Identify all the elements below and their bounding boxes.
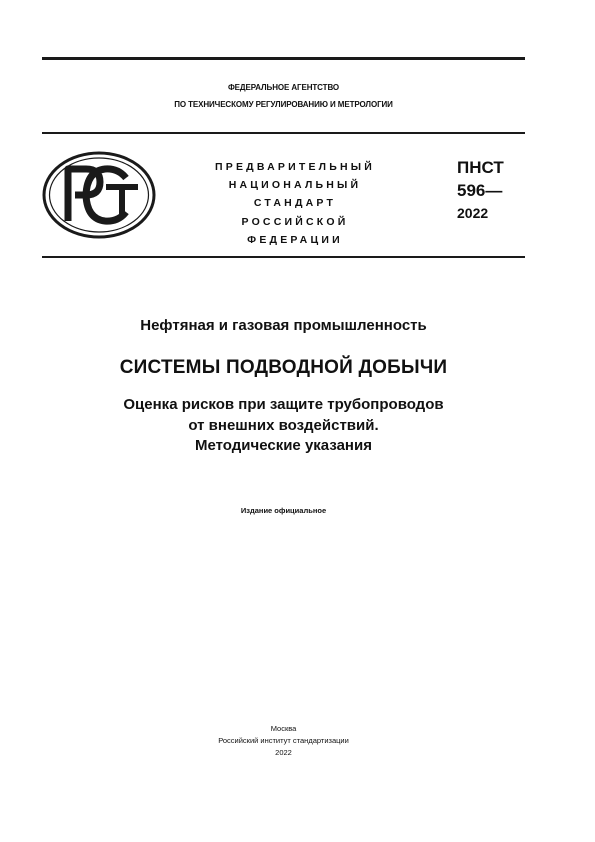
- systems-title: СИСТЕМЫ ПОДВОДНОЙ ДОБЫЧИ: [119, 357, 448, 378]
- standard-type-line: СТАНДАРТ: [253, 197, 337, 210]
- standard-type-line: ПРЕДВАРИТЕЛЬНЫЙ: [215, 161, 375, 173]
- standard-type-line: РОССИЙСКОЙ: [241, 215, 349, 228]
- subtitle-line: Методические указания: [195, 437, 372, 454]
- footer-city: Москва: [270, 724, 297, 733]
- agency-name-line1: ФЕДЕРАЛЬНОЕ АГЕНТСТВО: [227, 83, 340, 92]
- publication-footer: [42, 723, 525, 759]
- document-subtitle: [42, 395, 525, 457]
- designation-code: ПНСТ: [457, 158, 504, 177]
- top-divider: [42, 57, 525, 60]
- industry-title: Нефтяная и газовая промышленность: [140, 317, 427, 334]
- middle-divider: [42, 132, 525, 134]
- rst-certification-mark-icon: [42, 151, 156, 239]
- standard-type-heading: [190, 158, 400, 249]
- designation-number: 596—: [457, 181, 503, 200]
- footer-year: 2022: [275, 748, 292, 757]
- standard-type-line: НАЦИОНАЛЬНЫЙ: [228, 179, 362, 192]
- bottom-divider: [42, 256, 525, 258]
- designation-year: 2022: [457, 205, 489, 221]
- edition-note: Издание официальное: [240, 506, 327, 515]
- standard-type-line: ФЕДЕРАЦИИ: [247, 233, 343, 246]
- standard-designation: [457, 156, 504, 223]
- agency-name-line2: ПО ТЕХНИЧЕСКОМУ РЕГУЛИРОВАНИЮ И МЕТРОЛОГИИ: [174, 100, 393, 109]
- subtitle-line: от внешних воздействий.: [188, 416, 379, 434]
- subtitle-line: Оценка рисков при защите трубопроводов: [123, 396, 444, 413]
- footer-publisher: Российский институт стандартизации: [218, 736, 349, 745]
